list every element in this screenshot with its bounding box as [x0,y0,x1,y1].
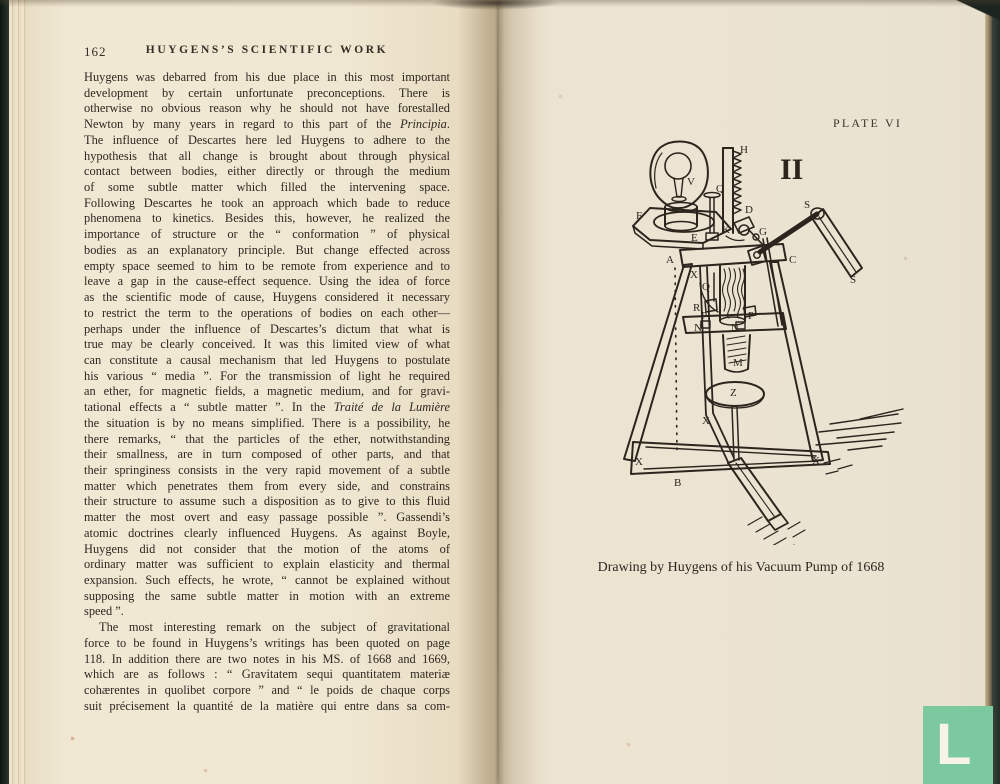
text-line: an ether, for magnetic fields, a magnetic medium, and for gravi- [84,384,450,399]
text-line: otherwise no obvious reason why he should not have forestalled [84,101,450,116]
text-line: phenomena to kinetics. Besides this, however, he realized the [84,211,450,226]
figure-label-h: H [740,144,748,156]
gutter-fold-line [497,8,499,778]
text-line: The most interesting remark on the subject of gravitational [99,620,450,635]
text-line: their smallness, are in turn composed of other parts, and that [84,447,450,462]
text-line: cohærentes in quolibet corpore ” and “ le poids de chaque corps [84,683,450,698]
watermark-logo[interactable] [923,706,993,784]
figure-label-c: C [789,254,797,266]
body-text [84,70,450,714]
vacuum-pump-drawing [598,133,910,545]
text-line: bodies as an explanatory principle. But change effected across [84,242,450,257]
text-line: leave a gap in the cause-effect sequence. Using the idea of force [84,274,450,289]
text-line: atomic doctrines clearly influenced Huygens. As against Boyle, [84,525,450,540]
text-line: their springiness consists in the very rapid movement of a subtle [84,462,450,477]
text-line: tational effects a “ subtle matter ”. In the Traité de la Lumière [84,400,450,415]
text-line: there remarks, “ that the particles of the ether, notwithstanding [84,431,450,446]
figure-label-q-top: Q [716,183,724,195]
figure-label-x-top: X [690,269,698,281]
figure-label-x-left: X [635,456,643,468]
figure-label-v: V [687,176,695,188]
figure-label-s-grip: S [850,274,857,286]
plate-label: PLATE VI [833,116,903,130]
figure-label-f: F [636,210,643,222]
text-line: which are as follows : “ Gravitatem sequi quantitatem materiæ [84,667,450,682]
figure-label-e: E [691,232,698,244]
figure-label-g: G [759,226,767,238]
text-line: can constitute a causal mechanism that led Huygens to postulate [84,352,450,367]
text-line: to restrict the term to the operations of bodies on each other— [84,305,450,320]
figure-label-q-mid: Q [702,281,710,293]
text-line: supposing the same subtle matter in motion with an extreme [84,588,450,603]
text-line: Huygens was debarred from his due place in this most important [84,70,450,84]
figure-label-b: B [674,477,682,489]
text-line: Newton by many years in regard to this part of the Principia. [84,117,450,132]
spine-top-shadow [430,0,560,10]
figure-label-z: Z [730,387,737,399]
figure-label-x-mid: X [702,415,710,427]
figure-label-d: D [745,204,753,216]
paper-specks [0,0,1,1]
figure-label-p-right: P [748,310,755,322]
text-line: his various “ media ”. For the transmission of light he required [84,368,450,383]
text-line: of some subtle matter which filled the intervening space. [84,180,450,195]
page-header-row [84,44,450,60]
book-cover-left-edge [0,0,9,784]
figure-label-a: A [666,254,674,266]
text-line: The influence of Descartes here led Huygens to adhere to the [84,132,450,147]
text-line: perhaps under the influence of Descartes’s dictum that what is [84,321,450,336]
text-line: ordinary matter was sufficient to explain elasticity and thermal [84,557,450,572]
figure-label-n-right: N [731,322,739,334]
book-cover-right-edge [992,0,1000,784]
text-line: the situation is by no means simplified. There is a possibility, he [84,415,450,430]
text-line: Huygens did not consider that the motion of the atoms of [84,541,450,556]
text-line: Following Descartes he took an approach which bade to reduce [84,195,450,210]
text-line: 118. In addition there are two notes in his MS. of 1668 and 1669, [84,651,450,666]
figure-label-p-left: P [701,310,708,322]
text-line: development by certain unfortunate preconceptions. There is [84,85,450,100]
text-line: expansion. Such effects, he wrote, “ cannot be explained without [84,573,450,587]
figure-label-n-left: N [694,322,702,334]
text-line: suit précisement la quantité de la matière qui entre dans sa com- [84,698,450,713]
figure-label-k: K [722,224,730,236]
text-line: true may be clearly conceived. It was this limited view of what [84,337,450,352]
page-edges-right [985,0,992,784]
text-line: matter which penetrates them from every side, and constrains [84,478,450,493]
logo-letter: L [936,712,972,777]
figure-label-x-right: X [812,455,820,467]
text-line: speed ”. [84,604,124,619]
figure-label-r: R [693,302,701,314]
text-line: empty space seemed to him to be remote from experience and to [84,258,450,273]
text-line: hypothesis that all change is brought about through physical [84,148,450,163]
text-line: contact between bodies, either directly or through the medium [84,164,450,179]
text-line: their structure to assume such a disposition as to give to this fluid [84,494,450,509]
figure-caption: Drawing by Huygens of his Vacuum Pump of 1668 [597,560,885,575]
figure-numeral: II [780,153,804,186]
text-line: force to be found in Huygens’s writings has been quoted on page [84,635,450,650]
figure-label-m: M [733,357,743,369]
page-edges-left [9,0,27,784]
text-line: importance of structure or the “ conformation ” of physical [84,227,450,242]
running-header: HUYGENS’S SCIENTIFIC WORK [145,44,389,56]
text-line: as the scientific mode of cause, Huygens considered it necessary [84,290,450,305]
figure-label-s-elbow: S [804,199,811,211]
page-number: 162 [84,44,107,59]
text-line: matter the most overt and easy passage possible ”. Gassendi’s [84,510,450,525]
book-cover-top-right-corner [955,0,1000,90]
